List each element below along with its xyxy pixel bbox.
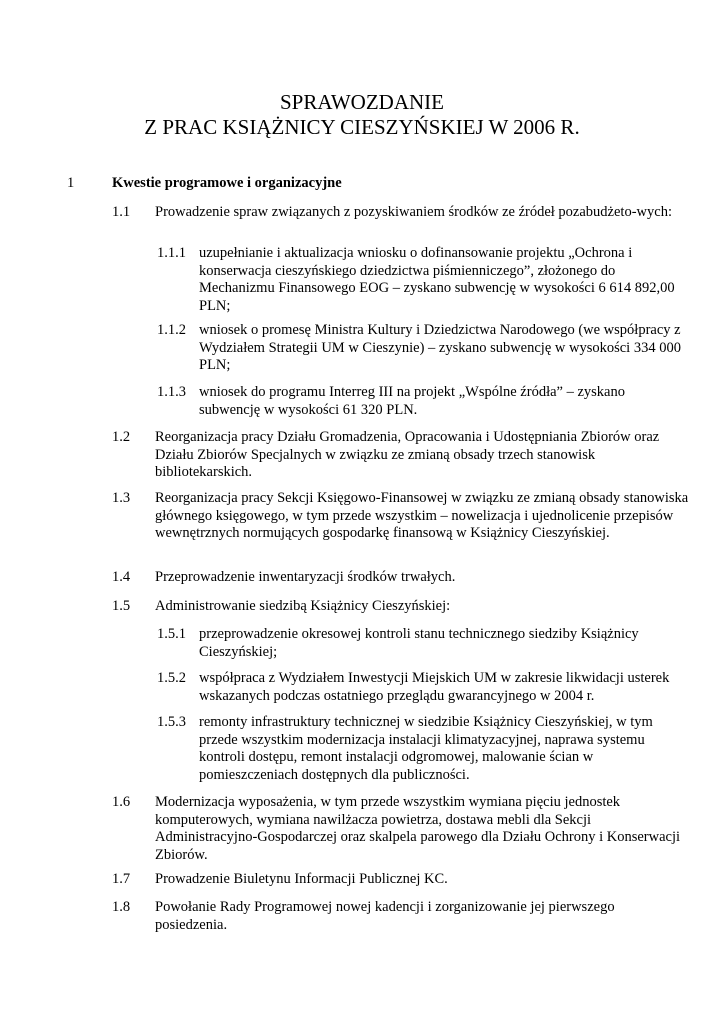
list-item — [112, 794, 690, 864]
item-number: 1.6 — [112, 794, 131, 810]
list-item — [112, 204, 690, 222]
item-number: 1.5.1 — [157, 626, 186, 642]
title-line-1: SPRAWOZDANIE — [280, 90, 444, 114]
list-item — [157, 322, 689, 375]
item-text: przeprowadzenie okresowej kontroli stanu technicznego siedziby Książnicy Cieszyńskiej; — [199, 626, 639, 660]
list-item — [157, 626, 689, 661]
list-item — [157, 245, 689, 315]
section-title: Kwestie programowe i organizacyjne — [112, 175, 342, 191]
item-number: 1.3 — [112, 490, 131, 506]
list-item — [112, 490, 690, 543]
item-number: 1.4 — [112, 569, 131, 585]
item-number: 1.5 — [112, 598, 131, 614]
item-number: 1.2 — [112, 429, 131, 445]
item-text: Prowadzenie Biuletynu Informacji Publicznej KC. — [155, 871, 448, 887]
item-number: 1.7 — [112, 871, 131, 887]
item-text: wniosek do programu Interreg III na projekt „Wspólne źródła” – zyskano subwencję w wysokości 61 320 PLN. — [199, 384, 625, 418]
item-text: współpraca z Wydziałem Inwestycji Miejskich UM w zakresie likwidacji usterek wskazanych podczas ostatniego przeglądu gwarancyjnego w 2004 r. — [199, 670, 670, 704]
item-text: Reorganizacja pracy Sekcji Księgowo-Finansowej w związku ze zmianą obsady stanowiska głównego księgowego, w tym przede wszystkim – nowelizacja i ujednolicenie przepisów wewnętrznych normujących gospodarkę finansową w Książnicy Cieszyńskiej. — [155, 490, 689, 541]
item-text: Reorganizacja pracy Działu Gromadzenia, Opracowania i Udostępniania Zbiorów oraz Działu Zbiorów Specjalnych w związku ze zmianą obsady trzech stanowisk bibliotekarskich. — [155, 429, 660, 480]
document-title — [0, 90, 724, 140]
section-heading — [67, 175, 632, 193]
item-text: Powołanie Rady Programowej nowej kadencji i zorganizowanie jej pierwszego posiedzenia. — [155, 899, 615, 933]
list-item — [157, 670, 689, 705]
item-text: Prowadzenie spraw związanych z pozyskiwaniem środków ze źródeł pozabudżeto-wych: — [155, 204, 672, 220]
item-text: Modernizacja wyposażenia, w tym przede wszystkim wymiana pięciu jednostek komputerowych, wymiana nawilżacza powietrza, dostawa mebli dla Sekcji Administracyjno-Gospodarczej oraz skalpela parowego dla Działu Ochrony i Konserwacji Zbiorów. — [155, 794, 681, 863]
list-item — [112, 598, 690, 616]
section-number: 1 — [67, 175, 75, 191]
item-text: Przeprowadzenie inwentaryzacji środków trwałych. — [155, 569, 456, 585]
item-text: remonty infrastruktury technicznej w siedzibie Książnicy Cieszyńskiej, w tym przede wszystkim modernizacja instalacji klimatyzacyjnej, naprawa systemu kontroli dostępu, remont instalacji odgromowej, malowanie ścian w pomieszczeniach dostępnych dla publiczności. — [199, 714, 653, 783]
item-text: Administrowanie siedzibą Książnicy Cieszyńskiej: — [155, 598, 451, 614]
item-number: 1.8 — [112, 899, 131, 915]
item-number: 1.5.2 — [157, 670, 186, 686]
list-item — [157, 384, 689, 419]
list-item — [112, 899, 690, 934]
item-number: 1.1 — [112, 204, 131, 220]
list-item — [112, 569, 690, 587]
list-item — [112, 871, 690, 889]
item-number: 1.5.3 — [157, 714, 186, 730]
title-line-2: Z PRAC KSIĄŻNICY CIESZYŃSKIEJ W 2006 R. — [144, 115, 580, 139]
item-number: 1.1.1 — [157, 245, 186, 261]
item-text: uzupełnianie i aktualizacja wniosku o dofinansowanie projektu „Ochrona i konserwacja cieszyńskiego dziedzictwa piśmienniczego”, złożonego do Mechanizmu Finansowego EOG – zyskano subwencję w wysokości 6 614 892,00 PLN; — [199, 245, 675, 314]
item-number: 1.1.2 — [157, 322, 186, 338]
item-number: 1.1.3 — [157, 384, 186, 400]
list-item — [112, 429, 690, 482]
list-item — [157, 714, 689, 784]
item-text: wniosek o promesę Ministra Kultury i Dziedzictwa Narodowego (we współpracy z Wydziałem Strategii UM w Cieszynie) – zyskano subwencję w wysokości 334 000 PLN; — [199, 322, 681, 373]
